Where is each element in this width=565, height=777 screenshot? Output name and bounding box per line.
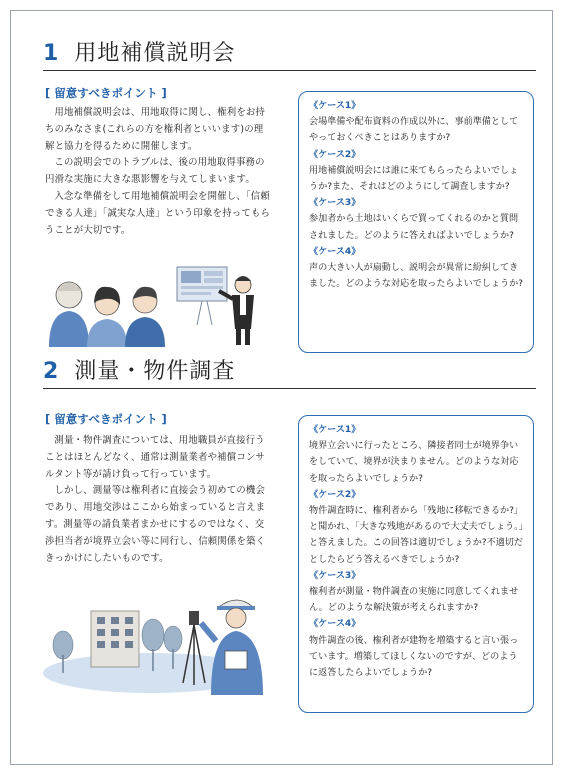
section2-paragraph: 測量・物件調査については、用地職員が直接行うことはほとんどなく、通常は測量業者や補償コンサルタント等が請け負って行っています。 [45, 435, 266, 480]
section2-case-box [298, 415, 534, 713]
section2-point-heading: [ 留意すべきポイント ] [45, 412, 167, 426]
section1-point-heading: [ 留意すべきポイント ] [45, 86, 167, 100]
section1-number: 1 [43, 41, 59, 66]
section1-paragraph: 入念な準備をして用地補償説明会を開催し、「信頼できる人達」「誠実な人達」という印象を持ってもらうことが大切です。 [45, 190, 271, 236]
meeting-illustration [47, 265, 273, 347]
case-text: 用地補償説明会には誰に来てもらったらよいでしょうか?また、それはどのようにして調査しますか? [309, 165, 519, 193]
section1-title [43, 37, 536, 71]
case-label: 《ケース1》 [309, 101, 361, 111]
case-text: 境界立会いに行ったところ、隣接者同士が境界争いをしていて、境界が決まりません。どのような対応を取ったらよいでしょうか? [309, 441, 519, 484]
section2-body [45, 433, 271, 567]
case-label: 《ケース2》 [309, 149, 361, 160]
section1-body [45, 105, 271, 239]
case-item [309, 147, 525, 196]
case-label: 《ケース3》 [309, 570, 361, 581]
case-label: 《ケース1》 [309, 425, 361, 435]
case-item [309, 487, 525, 568]
section1-case-box [298, 91, 534, 353]
section1-paragraph: この説明会でのトラブルは、後の用地取得事務の円滑な実施に大きな悪影響を与えてしまいます。 [45, 157, 265, 186]
case-label: 《ケース4》 [309, 246, 361, 257]
case-item [309, 98, 525, 147]
section2-title [43, 355, 536, 389]
section1-heading: 用地補償説明会 [74, 41, 236, 66]
case-text: 権利者が測量・物件調査の実施に同意してくれません。どのような解決策が考えられますか? [309, 587, 519, 614]
case-label: 《ケース4》 [309, 619, 361, 630]
section2-heading: 測量・物件調査 [74, 359, 236, 384]
case-label: 《ケース2》 [309, 489, 361, 500]
section1-paragraph: 用地補償説明会は、用地取得に関し、権利をお持ちのみなさま(これらの方を権利者といいます)の理解と協力を得るために開催します。 [45, 107, 266, 152]
case-item [309, 568, 525, 617]
case-item [309, 195, 525, 244]
case-text: 物件調査時に、権利者から「残地に移転できるか?」と聞かれ、「大きな残地があるので大丈夫でしょう。」と答えました。この回答は適切でしょうか?不適切だとしたらどう答えるべきでしょうか? [309, 506, 524, 565]
case-item [309, 422, 525, 487]
case-text: 声の大きい人が扇動し、説明会が異常に紛糾してきました。どのような対応を取ったらよいでしょうか? [309, 263, 523, 290]
case-item [309, 244, 525, 293]
case-text: 物件調査の後、権利者が建物を増築すると言い張っています。増築してほしくないのですが、どのように返答したらよいでしょうか? [309, 635, 519, 679]
survey-illustration [41, 591, 275, 697]
section2-paragraph: しかし、測量等は権利者に直接会う初めての機会であり、用地交渉はここから始まっていると言えます。測量等の請負業者まかせにするのではなく、交渉担当者が境界立会い等に同行し、信頼関係を築くきっかけにしたいものです。 [45, 485, 266, 564]
case-text: 参加者から土地はいくらで買ってくれるのかと質問されました。どのように答えればよいでしょうか? [309, 214, 519, 241]
case-item [309, 616, 525, 681]
page [10, 10, 553, 765]
case-label: 《ケース3》 [309, 198, 361, 209]
case-text: 会場準備や配布資料の作成以外に、事前準備としてやっておくべきことはありますか? [309, 117, 519, 144]
section2-number: 2 [43, 359, 59, 384]
